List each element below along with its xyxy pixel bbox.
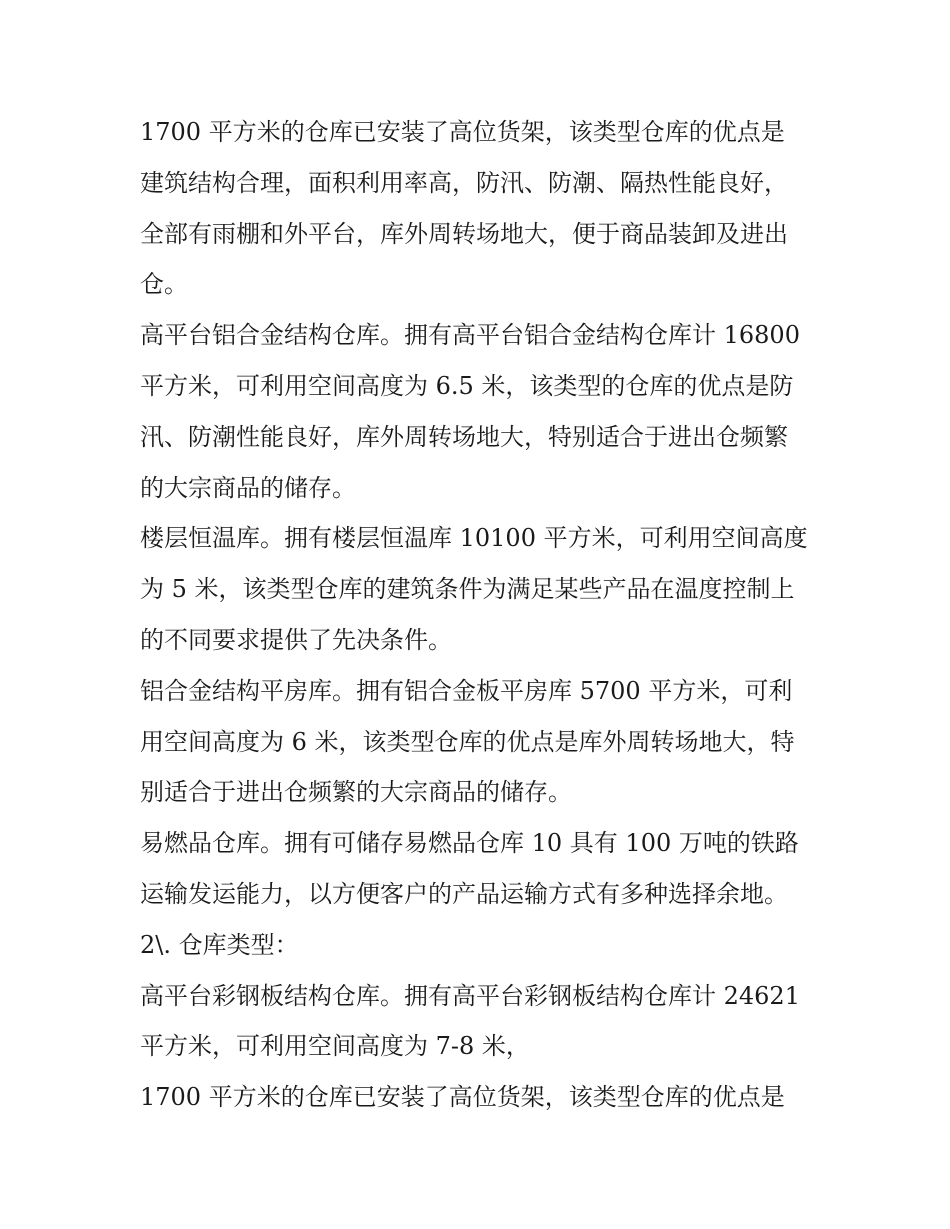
text-line: 楼层恒温库。拥有楼层恒温库 10100 平方米，可利用空间高度 — [140, 524, 808, 553]
text-line: 全部有雨棚和外平台，库外周转场地大，便于商品装卸及进出 — [140, 219, 788, 248]
text-line: 平方米，可利用空间高度为 7-8 米， — [140, 1032, 530, 1061]
text-line: 高平台彩钢板结构仓库。拥有高平台彩钢板结构仓库计 24621 — [140, 981, 800, 1010]
text-line: 用空间高度为 6 米，该类型仓库的优点是库外周转场地大，特 — [140, 727, 795, 756]
text-line: 别适合于进出仓频繁的大宗商品的储存。 — [140, 778, 572, 807]
text-line: 运输发运能力，以方便客户的产品运输方式有多种选择余地。 — [140, 879, 788, 908]
text-line: 高平台铝合金结构仓库。拥有高平台铝合金结构仓库计 16800 — [140, 321, 800, 350]
text-line: 铝合金结构平房库。拥有铝合金板平房库 5700 平方米，可利 — [140, 676, 793, 705]
text-line: 建筑结构合理，面积利用率高，防汛、防潮、隔热性能良好， — [140, 168, 788, 197]
text-line: 的大宗商品的储存。 — [140, 473, 356, 502]
text-line: 1700 平方米的仓库已安装了高位货架，该类型仓库的优点是 — [140, 118, 785, 146]
text-line: 1700 平方米的仓库已安装了高位货架，该类型仓库的优点是 — [140, 1083, 785, 1112]
text-line: 平方米，可利用空间高度为 6.5 米，该类型的仓库的优点是防 — [140, 371, 794, 400]
text-line: 汛、防潮性能良好，库外周转场地大，特别适合于进出仓频繁 — [140, 422, 788, 451]
text-line: 仓。 — [140, 270, 188, 299]
body-text — [140, 107, 830, 1123]
text-line: 为 5 米，该类型仓库的建筑条件为满足某些产品在温度控制上 — [140, 575, 795, 604]
text-line: 易燃品仓库。拥有可储存易燃品仓库 10 具有 100 万吨的铁路 — [140, 829, 799, 858]
text-line: 的不同要求提供了先决条件。 — [140, 625, 452, 654]
section-heading: 2\. 仓库类型： — [140, 930, 299, 959]
